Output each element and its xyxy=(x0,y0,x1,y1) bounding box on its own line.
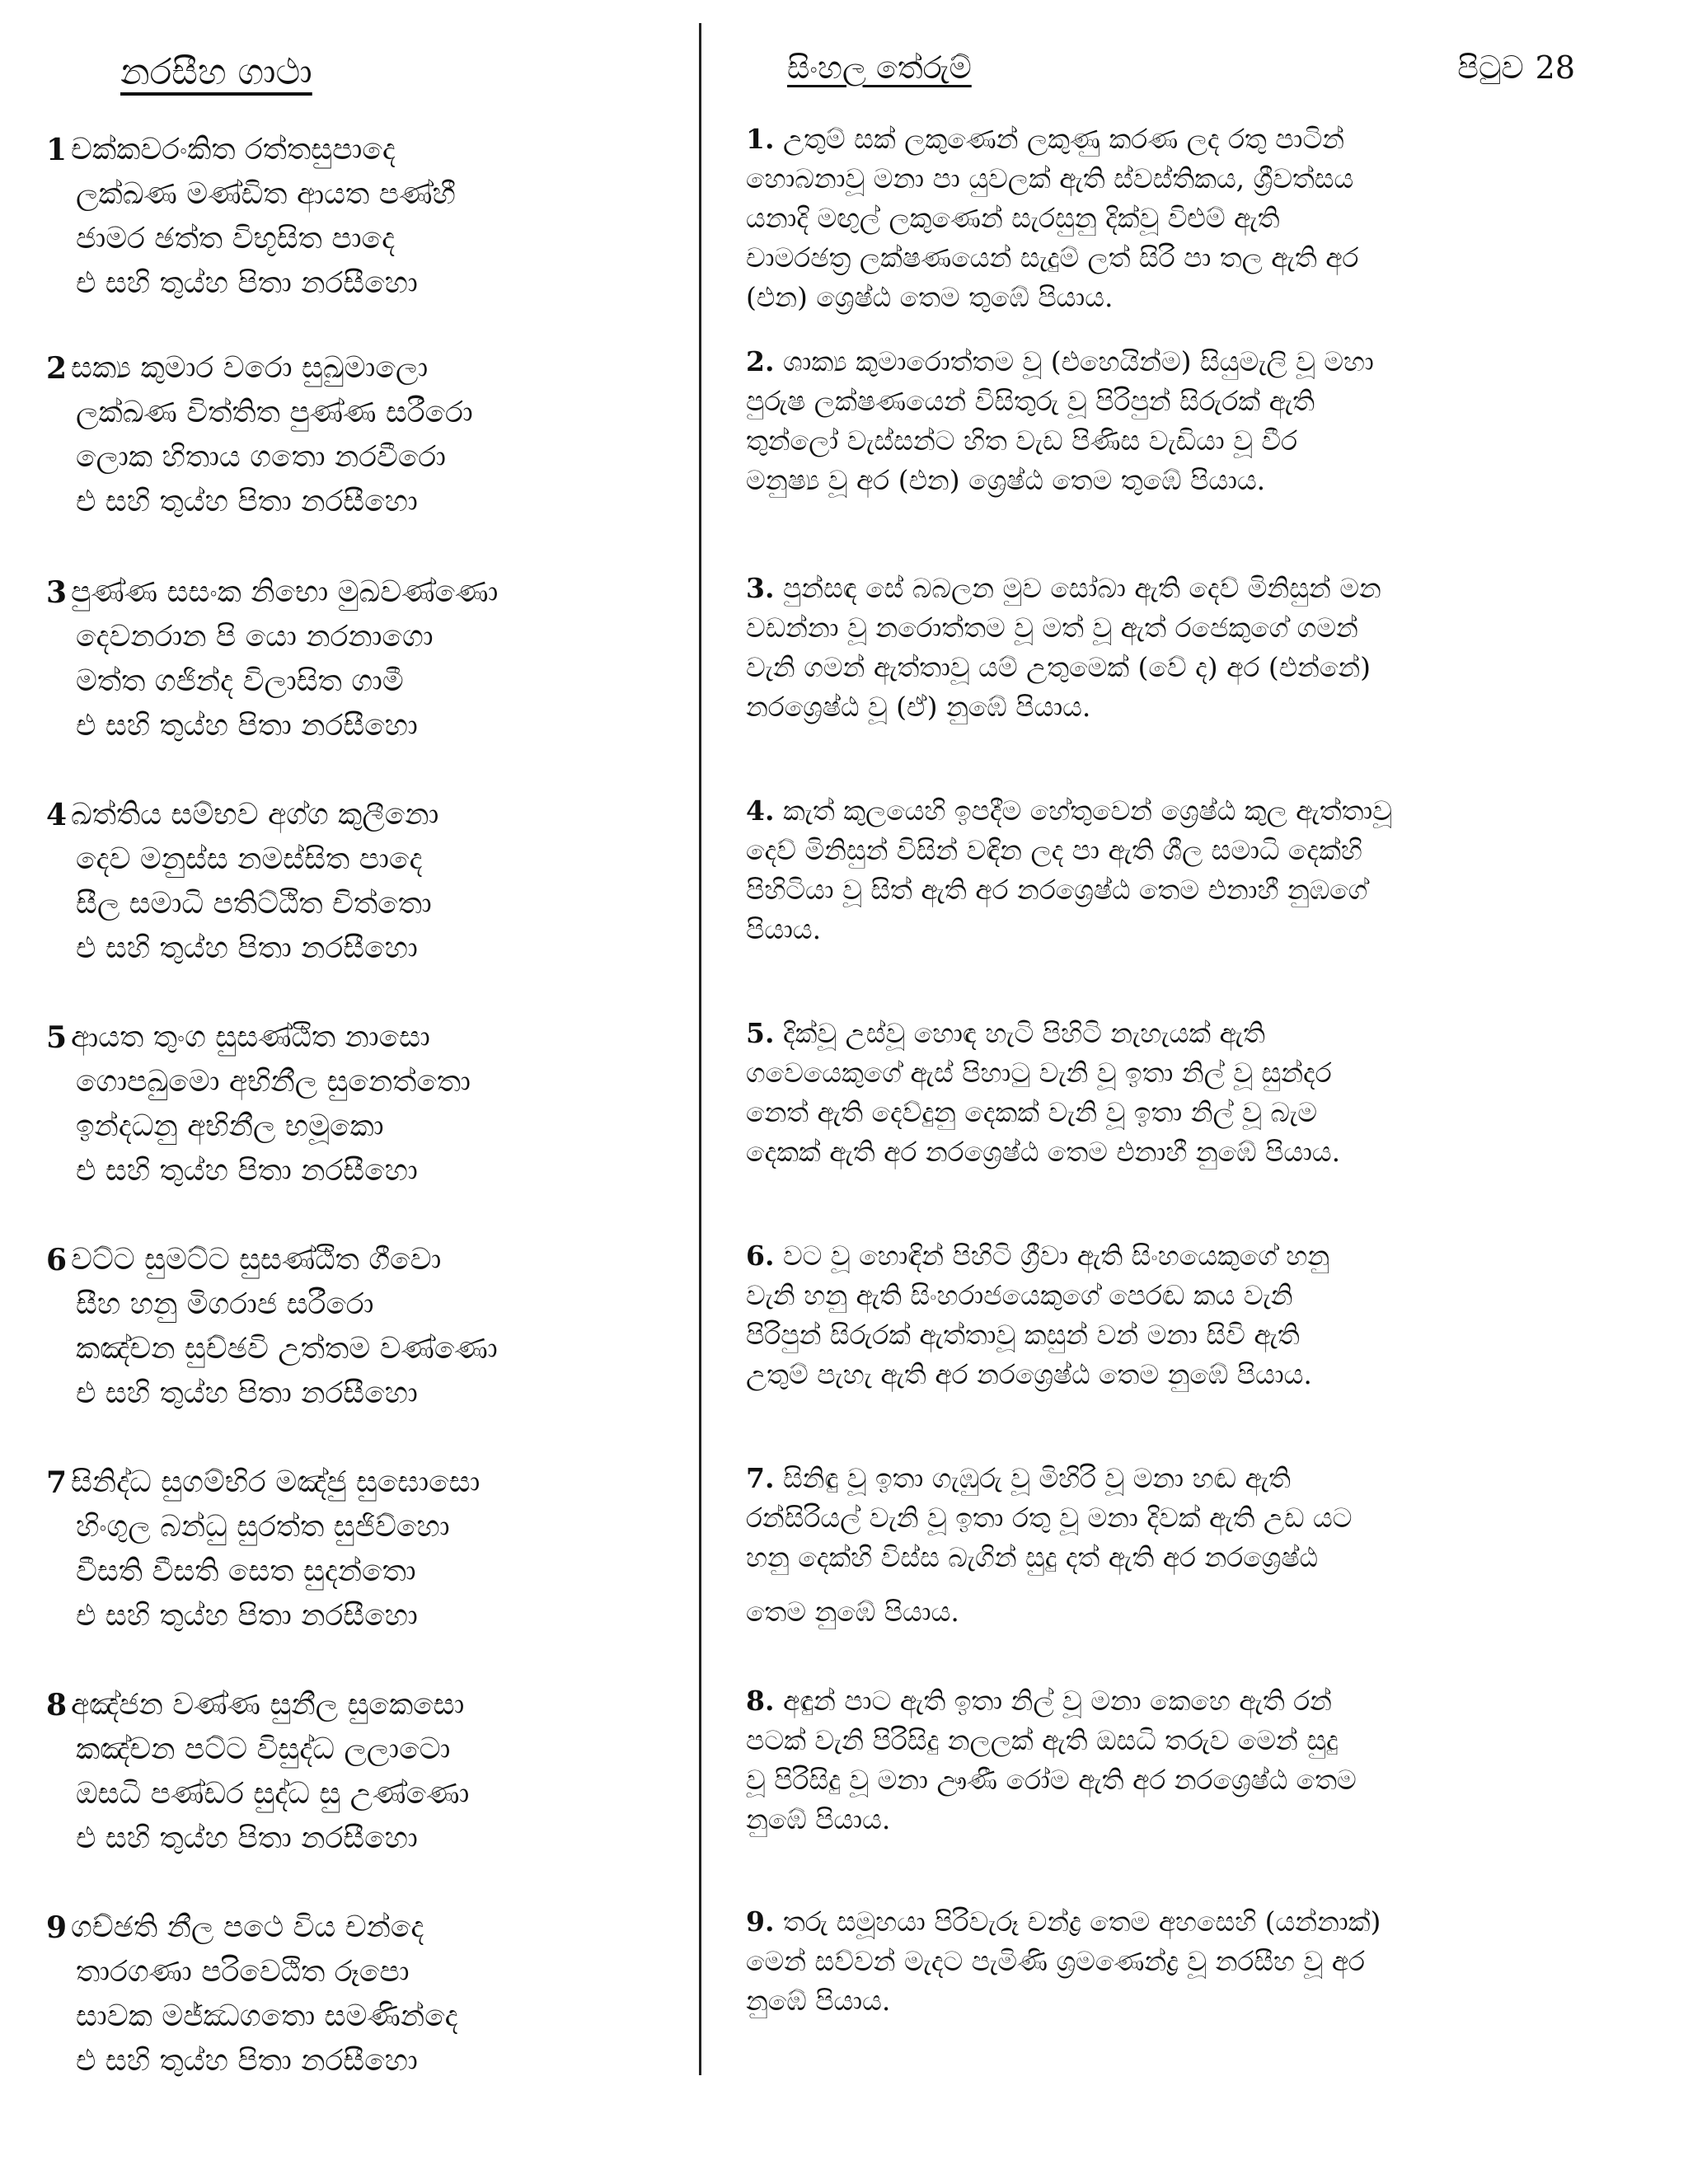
translation-line: ශාක්‍ය කුමාරොත්තම වූ (එහෙයින්ම) සියුමැලි වූ මහා xyxy=(782,345,1374,377)
translation-block xyxy=(746,120,1644,317)
translation-line: රන්සිරියල් වැනි වූ ඉතා රතු වූ මනා දිවක් ඇති උඩ යට xyxy=(746,1502,1353,1534)
translation-line: සිනිඳු වූ ඉතා ගැඹුරු වූ මිහිරි වූ මනා හඬ ඇති xyxy=(782,1462,1291,1494)
stanza-line: එ සහි තුය්හ පිතා නරසීහො xyxy=(76,1376,418,1410)
translation-line: පටක් වැනි පිරිසිදු නලලක් ඇති ඔසධි තරුව මෙන් සුදු xyxy=(746,1724,1339,1756)
stanza-number: 2 xyxy=(46,351,68,386)
stanza-line: ලොක හිතාය ගතො නරවීරො xyxy=(76,440,446,474)
stanza-line: ලක්ඛණ මණ්ඩිත ආයත පණ්හී xyxy=(76,177,456,211)
translation-line: තරු සමූහයා පිරිවැරූ චන්ද්‍ර තෙම අහසෙහි (යන්නාක්) xyxy=(782,1905,1381,1938)
translation-line: වැනි හනු ඇති සිංහරාජයෙකුගේ පෙරඬ කය වැනි xyxy=(746,1279,1293,1311)
page-label-text: පිටුව xyxy=(1457,49,1524,86)
stanza-line: සීල සමාධි පතිට්ඨිත චිත්තො xyxy=(76,887,432,921)
translation-line: පිරිපුන් සිරුරක් ඇත්තාවූ කසුන් වන් මනා සිවි ඇති xyxy=(746,1319,1300,1351)
translation-number: 4. xyxy=(746,794,775,827)
column-divider xyxy=(699,23,701,2075)
stanza-number: 9 xyxy=(46,1910,68,1945)
stanza-line: එ සහි තුය්හ පිතා නරසීහො xyxy=(76,2044,418,2078)
translation-line: උතුම් සක් ලකුණෙන් ලකුණු කරණ ලද රතු පාටින් xyxy=(782,123,1345,155)
translation-line: වූ පිරිසිදු වූ මනා ඌණී රෝම ඇති අර නරශ්‍රෙෂ්ඨ තෙම xyxy=(746,1764,1357,1796)
translation-line: මෙන් සව්වන් මැදට පැමිණි ශ්‍රමණෙන්ද්‍ර වූ නරසීහ වූ අර xyxy=(746,1945,1365,1977)
stanza-number: 1 xyxy=(46,133,68,167)
stanza-line: කඤ්චන සුච්ඡවි උත්තම වණ්ණො xyxy=(76,1332,498,1366)
translation-line: තුන්ලෝ වැස්සන්ට හිත වැඩ පිණිස වැඩියා වූ වීර xyxy=(746,424,1298,457)
translation-line: මනුෂ්‍ය වූ අර (එන) ශ්‍රෙෂ්ඨ තෙම තුඹේ පියාය. xyxy=(746,464,1266,496)
translation-line: තෙම නුඹේ පියාය. xyxy=(746,1596,959,1628)
stanza-number: 6 xyxy=(46,1243,68,1277)
translation-line: හොබනාවූ මනා පා යුවලක් ඇති ස්වස්තිකය, ශ්‍රීවත්සය xyxy=(746,162,1354,194)
stanza-line: එ සහි තුය්හ පිතා නරසීහො xyxy=(76,266,418,300)
stanza-line: ලක්ඛණ විත්තිත පුණ්ණ සරීරො xyxy=(76,396,473,429)
translation-number: 9. xyxy=(746,1905,775,1938)
stanza-line: ඔසධි පණ්ඩර සුද්ධ සු උණ්ණො xyxy=(76,1777,470,1811)
stanza-line: ගච්ඡති නීල පථෙ විය චන්දෙ xyxy=(71,1910,424,1944)
stanza-line: සීහ හනු මිගරාජ සරීරො xyxy=(76,1287,374,1321)
translation-line: නරශ්‍රෙෂ්ඨ වූ (ඒ) නුඹේ පියාය. xyxy=(746,691,1091,723)
stanza-line: වට්ට සුමට්ට සුසණ්ඨිත ගීවො xyxy=(71,1243,442,1277)
stanza-line: වීසති වීසති සෙත සුදන්තො xyxy=(76,1554,416,1588)
stanza-line: එ සහි තුය්හ පිතා නරසීහො xyxy=(76,485,418,518)
stanza-line: එ සහි තුය්හ පිතා නරසීහො xyxy=(76,1821,418,1855)
translation-block xyxy=(746,342,1644,500)
stanza-line: තාරගණා පරිවෙඨිත රූපො xyxy=(76,1955,410,1989)
stanza-line: එ සහි තුය්හ පිතා නරසීහො xyxy=(76,931,418,965)
stanza-line: එ සහි තුය්හ පිතා නරසීහො xyxy=(76,709,418,743)
translation-number: 8. xyxy=(746,1685,775,1717)
stanza-line: එ සහි තුය්හ පිතා නරසීහො xyxy=(76,1154,418,1188)
translation-block xyxy=(746,791,1644,949)
right-title: සිංහල තේරුම් xyxy=(787,49,972,86)
translation-line: චාමරඡත්‍ර ලක්ෂණයෙන් සැදුම් ලත් සිරි පා තල ඇති අර xyxy=(746,241,1359,274)
translation-line: අඳුන් පාට ඇති ඉතා නිල් වූ මනා කෙහෙ ඇති රන් xyxy=(782,1685,1332,1717)
translation-number: 6. xyxy=(746,1240,775,1272)
translation-line: නුඹේ පියාය. xyxy=(746,1803,891,1835)
stanza-line: සිනිද්ධ සුගම්භිර මඤ්ජු සුඝොසො xyxy=(71,1465,481,1499)
page-number-label xyxy=(1457,49,1587,87)
translation-line: වට වූ හොඳින් පිහිටි ග්‍රීවා ඇති සිංහයෙකුගේ හනු xyxy=(782,1240,1330,1272)
stanza-line: සක්‍ය කුමාර වරො සුඛුමාලො xyxy=(71,351,429,385)
translation-line: දික්වූ උස්වූ හොඳ හැටි පිහිටි නැහැයක් ඇති xyxy=(782,1017,1265,1049)
translation-number: 1. xyxy=(746,123,775,155)
stanza-line: දෙව මනුස්ස නමස්සිත පාදෙ xyxy=(76,842,423,876)
page-number: 28 xyxy=(1535,49,1575,86)
translation-block xyxy=(746,569,1644,727)
translation-line: පියාය. xyxy=(746,913,822,945)
translation-block xyxy=(746,1902,1644,2021)
translation-line: වැනි ගමන් ඇත්තාවූ යම් උතුමෙක් (වේ ද) අර (එන්නේ) xyxy=(746,651,1372,683)
stanza-line: ඉන්දධනු අභිනීල භමූකො xyxy=(76,1109,384,1143)
translation-number: 3. xyxy=(746,572,775,604)
stanza-number: 8 xyxy=(46,1688,68,1722)
translation-block xyxy=(746,1459,1644,1632)
stanza-line: චක්කවරංකිත රත්තසුපාදෙ xyxy=(71,133,396,166)
translation-line: පිහිටියා වූ සිත් ඇති අර නරශ්‍රෙෂ්ඨ තෙම එනාහී නුඹගේ xyxy=(746,874,1368,906)
stanza-line: හිංගුල බන්ධු සුරත්ත සුජිව්හො xyxy=(76,1510,450,1544)
stanza-line: ගොපඛුමො අභිනීල සුනෙත්තො xyxy=(76,1065,471,1099)
stanza-number: 4 xyxy=(46,798,68,832)
translation-line: හනු දෙක්හි විස්ස බැගින් සුදු දත් ඇති අර නරශ්‍රෙෂ්ඨ xyxy=(746,1541,1318,1573)
stanza-line: සාවක මජ්ඣගතො සමණින්දෙ xyxy=(76,1999,458,2033)
translation-line: කැත් කුලයෙහි ඉපදීම හේතුවෙන් ශ්‍රෙෂ්ඨ කුල ඇත්තාවූ xyxy=(782,794,1392,827)
left-title: නරසීහ ගාථා xyxy=(120,51,312,93)
stanza-number: 3 xyxy=(46,575,68,610)
translation-line: පුන්සඳ සේ බබලන මුව සෝබා ඇති දෙව් මිනිසුන් මන xyxy=(782,572,1381,604)
stanza-line: අඤ්ජන වණ්ණ සුනීල සුකෙසො xyxy=(71,1688,465,1722)
translation-line: දෙව් මිනිසුන් විසින් වඳින ලද පා ඇති ශීල සමාධි දෙක්හි xyxy=(746,834,1362,866)
translation-block xyxy=(746,1014,1644,1172)
translation-block xyxy=(746,1236,1644,1394)
translation-line: දෙකක් ඇති අර නරශ්‍රෙෂ්ඨ තෙම එනාහී නුඹේ පියාය. xyxy=(746,1136,1341,1168)
translation-line: (එන) ශ්‍රෙෂ්ඨ තෙම තුඹේ පියාය. xyxy=(746,281,1114,313)
translation-line: නෙත් ඇති දෙව්දුනු දෙකක් වැනි වූ ඉතා නිල් වූ බැම xyxy=(746,1096,1317,1128)
stanza-line: දෙවනරාන පි යො නරනාගො xyxy=(76,620,434,654)
translation-line: වඩන්නා වූ නරොත්තම වූ මත් වූ ඇත් රජෙකුගේ ගමන් xyxy=(746,612,1358,644)
stanza-line: ජාමර ඡත්ත විභූසිත පාදෙ xyxy=(76,222,396,255)
translation-number: 7. xyxy=(746,1462,775,1494)
translation-line: උතුම් පැහැ ඇති අර නරශ්‍රෙෂ්ඨ තෙම නුඹේ පියාය. xyxy=(746,1358,1312,1390)
translation-line: නුඹේ පියාය. xyxy=(746,1985,891,2017)
stanza-line: පුණ්ණ සසංක නිභො මුඛවණ්ණො xyxy=(71,575,499,609)
stanza-line: කඤ්චන පට්ට විසුද්ධ ලලාටො xyxy=(76,1732,451,1766)
translation-line: යනාදි මඟුල් ලකුණෙන් සැරසුනු දික්වූ විළුම් ඇති xyxy=(746,202,1280,234)
stanza-number: 5 xyxy=(46,1020,68,1055)
translation-line: පුරුෂ ලක්ෂණයෙන් විසිතුරු වූ පිරිපුන් සිරුරක් ඇති xyxy=(746,385,1315,417)
translation-block xyxy=(746,1681,1644,1840)
stanza-line: මත්ත ගජින්ද විලාසිත ගාමී xyxy=(76,664,404,698)
stanza-number: 7 xyxy=(46,1465,68,1500)
stanza-line: එ සහි තුය්හ පිතා නරසීහො xyxy=(76,1599,418,1633)
stanza-line: ආයත තුංග සුසණ්ඨිත නාසො xyxy=(71,1020,430,1054)
translation-number: 2. xyxy=(746,345,775,377)
translation-number: 5. xyxy=(746,1017,775,1049)
translation-line: ගවෙයෙකුගේ ඇස් පිහාටු වැනි වූ ඉතා නිල් වූ සුන්දර xyxy=(746,1057,1332,1089)
stanza-line: ඛත්තිය සම්භව අග්ග කුලීනො xyxy=(71,798,439,832)
